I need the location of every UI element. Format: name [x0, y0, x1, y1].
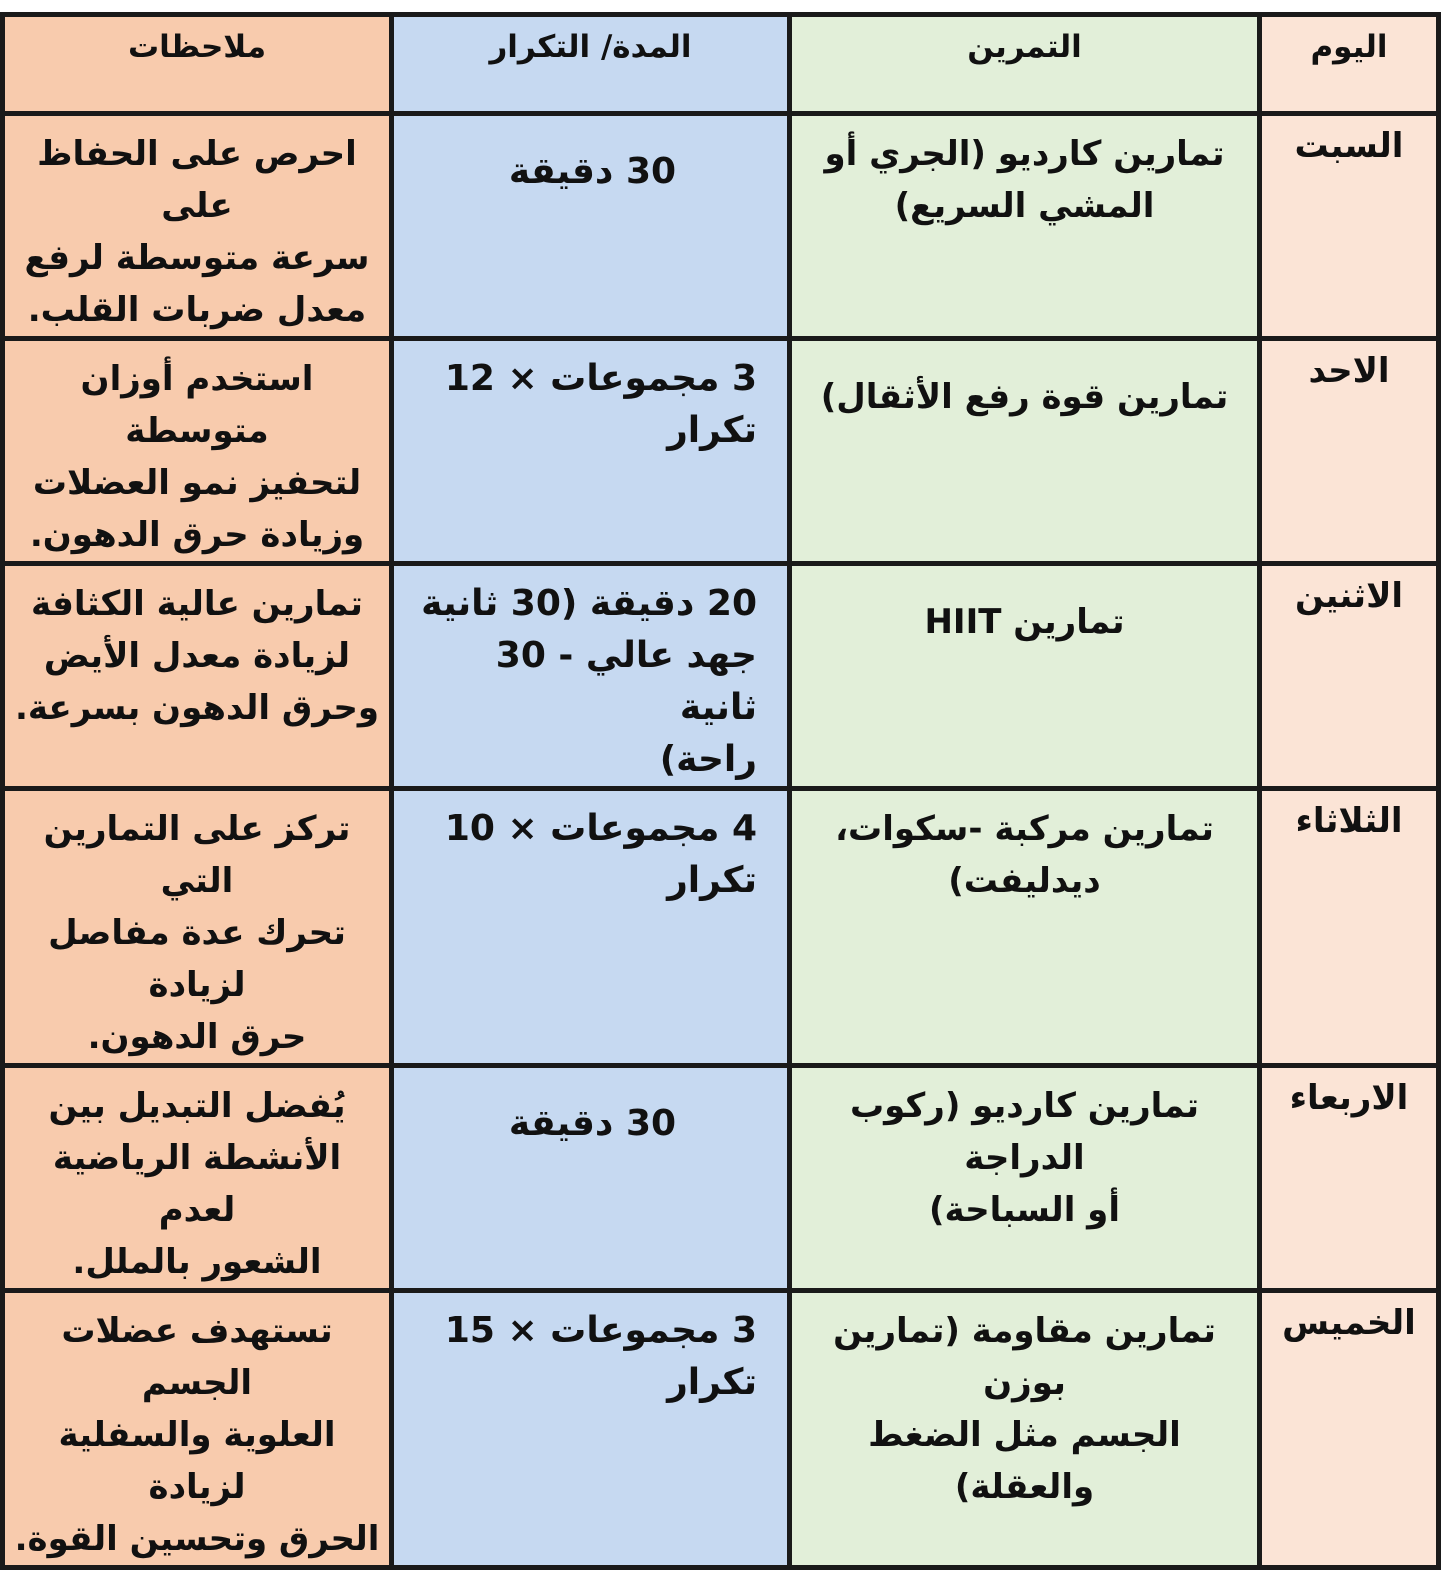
exercise-cell [790, 564, 1260, 789]
header-day-label: اليوم [1310, 29, 1388, 65]
duration-text: 4 مجموعات × 10 تكرار [444, 808, 757, 901]
notes-cell [3, 339, 392, 564]
header-duration [392, 15, 790, 114]
duration-cell [392, 789, 790, 1066]
notes-text: تمارين عالية الكثافة لزيادة معدل الأيض وحرق الدهون بسرعة. [14, 584, 380, 728]
duration-text: 3 مجموعات × 15 تكرار [444, 1310, 757, 1403]
table-row [3, 564, 1439, 789]
exercise-text: تمارين مقاومة (تمارين بوزن الجسم مثل الضغط والعقلة) [833, 1311, 1216, 1507]
duration-cell [392, 564, 790, 789]
notes-text: تركز على التمارين التي تحرك عدة مفاصل لزيادة حرق الدهون. [43, 809, 351, 1057]
day-cell [1260, 1066, 1439, 1291]
day-cell [1260, 339, 1439, 564]
duration-text: 3 مجموعات × 12 تكرار [444, 358, 757, 451]
header-day [1260, 15, 1439, 114]
table-header-row [3, 15, 1439, 114]
header-notes-label: ملاحظات [127, 29, 267, 65]
table-row [3, 114, 1439, 339]
day-text: الاربعاء [1289, 1078, 1409, 1118]
day-cell [1260, 789, 1439, 1066]
exercise-cell [790, 1066, 1260, 1291]
duration-cell [392, 339, 790, 564]
exercise-text: تمارين كارديو (الجري أو المشي السريع) [824, 134, 1225, 226]
day-text: الخميس [1282, 1303, 1416, 1343]
duration-text: 20 دقيقة (30 ثانية جهد عالي - 30 ثانية راحة) [421, 583, 757, 780]
exercise-cell [790, 339, 1260, 564]
exercise-text: تمارين قوة رفع الأثقال) [820, 377, 1229, 417]
exercise-text: تمارين كارديو (ركوب الدراجة أو السباحة) [850, 1086, 1199, 1230]
notes-text: استخدم أوزان متوسطة لتحفيز نمو العضلات وزيادة حرق الدهون. [29, 359, 365, 555]
table-row [3, 789, 1439, 1066]
header-exercise-label: التمرين [967, 29, 1082, 65]
table-row [3, 1291, 1439, 1568]
notes-cell [3, 114, 392, 339]
notes-text: يُفضل التبديل بين الأنشطة الرياضية لعدم الشعور بالملل. [48, 1086, 346, 1282]
notes-cell [3, 1066, 392, 1291]
day-cell [1260, 564, 1439, 789]
day-text: الاثنين [1294, 576, 1404, 616]
table-row [3, 1066, 1439, 1291]
notes-cell [3, 789, 392, 1066]
exercise-cell [790, 114, 1260, 339]
header-exercise [790, 15, 1260, 114]
day-text: الاحد [1308, 351, 1390, 391]
notes-cell [3, 564, 392, 789]
exercise-cell [790, 1291, 1260, 1568]
duration-cell [392, 114, 790, 339]
header-notes [3, 15, 392, 114]
header-duration-label: المدة/ التكرار [489, 29, 692, 65]
exercise-text: تمارين مركبة -سكوات، ديدليفت) [835, 809, 1214, 901]
notes-cell [3, 1291, 392, 1568]
exercise-text: تمارين HIIT [924, 602, 1125, 642]
day-cell [1260, 114, 1439, 339]
notes-text: تستهدف عضلات الجسم العلوية والسفلية لزيادة الحرق وتحسين القوة. [14, 1311, 380, 1559]
workout-schedule-sheet [0, 12, 1436, 1559]
workout-schedule-table [0, 12, 1441, 1570]
day-text: الثلاثاء [1295, 801, 1403, 841]
duration-text: 30 دقيقة [508, 1103, 677, 1144]
table-row [3, 339, 1439, 564]
duration-cell [392, 1066, 790, 1291]
day-text: السبت [1294, 126, 1404, 166]
duration-cell [392, 1291, 790, 1568]
exercise-cell [790, 789, 1260, 1066]
duration-text: 30 دقيقة [508, 151, 677, 192]
notes-text: احرص على الحفاظ على سرعة متوسطة لرفع معدل ضربات القلب. [24, 134, 370, 330]
day-cell [1260, 1291, 1439, 1568]
